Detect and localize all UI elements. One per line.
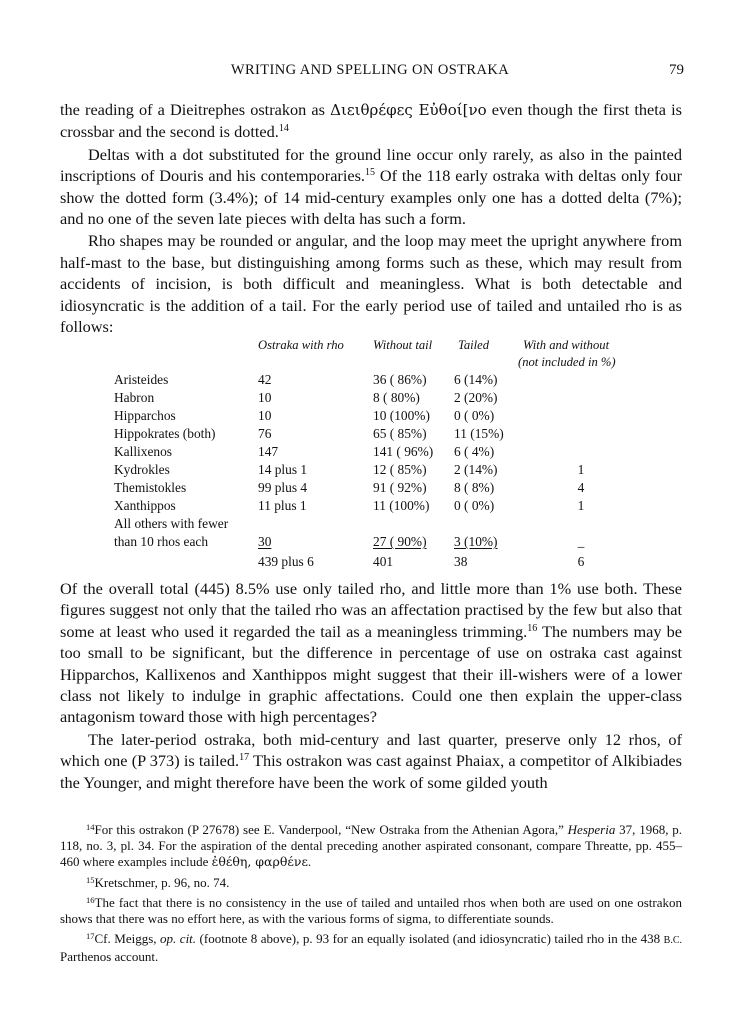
row-with-rho: 76 (258, 426, 272, 441)
row-name: Kydrokles (114, 462, 170, 477)
paragraph-rho-shapes: Rho shapes may be rounded or angular, and the loop may meet the upright anywhere from half-mast to the base, but distinguishing among forms such as these, which may result from accidents of incision, is both difficult and meaningless. What is both detectable and idiosyncratic is the addition of a tail. For the early period use of tailed and untailed rho is as follows: (60, 231, 682, 337)
row-with-rho: 10 (258, 390, 272, 405)
header-note: (not included in %) (518, 355, 616, 369)
table-row (60, 444, 682, 462)
greek-inscription: Διειθρέφες Εὐθοί[νο (330, 101, 487, 119)
footnote-14: $^{14}$For this ostrakon (P 27678) see E. Vanderpool, “New Ostraka from the Athenian Agora,” Hesperia 37, 1968, p. 118, no. 3, pl. 34. For the aspiration of the dental preceding another aspirated consonant, compare Threatte, pp. 455–460 where examples include ἐθέθη, φαρθένε. (60, 822, 683, 870)
row-without-tail: 36 ( 86%) (373, 372, 427, 387)
row-with-rho: 14 plus 1 (258, 462, 308, 477)
row-without-tail: 65 ( 85%) (373, 426, 427, 441)
row-name: Themistokles (114, 480, 187, 495)
table-row-others-values: than 10 rhos each 30 27 ( 90%) 3 (10%) _ (114, 534, 585, 549)
row-with-and-without: 1 (577, 462, 585, 477)
row-without-tail: 91 ( 92%) (373, 480, 427, 495)
table-row-others: All others with fewer (114, 516, 229, 531)
row-without-tail: 10 (100%) (373, 408, 430, 423)
row-tailed: 2 (14%) (454, 462, 498, 477)
row-with-rho: 42 (258, 372, 272, 387)
row-tailed: 11 (15%) (454, 426, 504, 441)
footnotes (60, 822, 682, 970)
row-name: Hipparchos (114, 408, 176, 423)
header-with-rho: Ostraka with rho (258, 338, 344, 352)
row-tailed: 6 (14%) (454, 372, 498, 387)
row-tailed: 6 ( 4%) (454, 444, 495, 459)
running-title: WRITING AND SPELLING ON OSTRAKA (230, 62, 510, 78)
rho-table (60, 334, 682, 574)
header-without-tail: Without tail (373, 338, 433, 352)
table-row (60, 480, 682, 498)
paragraph-overall-total: Of the overall total (445) 8.5% use only tailed rho, and little more than 1% use both. These figures suggest not only that the tailed rho was an affectation practised by the few but also that some at least who used it regarded the tail as a meaningless trimming.$^{16}$ The numbers may be too small to be significant, but the difference in percentage of use on ostraka cast against Hipparchos, Kallixenos and Xanthippos might suggest that their ill-wishers were of a lower class not likely to indulge in graphic affectations. Could one then explain the upper-class antagonism toward those with high percentages? (60, 579, 682, 727)
row-tailed: 8 ( 8%) (454, 480, 495, 495)
row-without-tail: 12 ( 85%) (373, 462, 427, 477)
footnote-17: $^{17}$Cf. Meiggs, op. cit. (footnote 8 above), p. 93 for an equally isolated (and idiosyncratic) tailed rho in the 438 B.C. Parthenos account. (60, 931, 683, 965)
header-with-and-without: With and without (523, 338, 610, 352)
row-tailed: 0 ( 0%) (454, 498, 495, 513)
footnote-ref-14: 14 (278, 123, 289, 135)
footnote-15: $^{15}$Kretschmer, p. 96, no. 74. (86, 874, 230, 890)
row-with-and-without: 4 (577, 480, 585, 495)
row-with-rho: 147 (258, 444, 279, 459)
paragraph-dieitrephes: the reading of a Dieitrephes ostrakon as Διειθρέφες Εὐθοί[νο even though the first theta is crossbar and the second is dotted.$^{14}$ (60, 100, 682, 142)
table-row (60, 462, 682, 480)
header-tailed: Tailed (458, 338, 490, 352)
table-row (60, 372, 682, 390)
body-text-lower (60, 578, 682, 793)
row-tailed: 0 ( 0%) (454, 408, 495, 423)
row-with-and-without: 1 (577, 498, 585, 513)
row-without-tail: 8 ( 80%) (373, 390, 420, 405)
row-name: Habron (114, 390, 155, 405)
table-row-totals: 439 plus 6 401 38 6 (258, 554, 585, 569)
paragraph-deltas: Deltas with a dot substituted for the ground line occur only rarely, as also in the painted inscriptions of Douris and his contemporaries.$^{15}$ Of the 118 early ostraka with deltas only four show the dotted form (3.4%); of 14 mid-century examples only one has a dotted delta (7%); and no one of the seven late pieces with delta has such a form. (60, 144, 682, 229)
body-text-upper (60, 99, 682, 337)
table-row (60, 498, 682, 516)
row-with-rho: 11 plus 1 (258, 498, 307, 513)
paragraph-later-period: The later-period ostraka, both mid-century and last quarter, preserve only 12 rhos, of which one (P 373) is tailed.$^{17}$ This ostrakon was cast against Phaiax, a competitor of Alkibiades the Younger, and might therefore have been the work of some gilded youth (60, 729, 682, 792)
running-header (60, 62, 684, 84)
table-row (60, 426, 682, 444)
row-with-rho: 99 plus 4 (258, 480, 308, 495)
footnote-16: $^{16}$The fact that there is no consistency in the use of tailed and untailed rhos when both are used on one ostrakon shows that there was no effort here, as with the various forms of sigma, to differentiate sounds. (60, 894, 682, 927)
row-without-tail: 11 (100%) (373, 498, 430, 513)
footnote-ref-16: 16 (527, 622, 538, 634)
row-tailed: 2 (20%) (454, 390, 498, 405)
table-row (60, 390, 682, 408)
footnote-ref-15: 15 (365, 167, 375, 179)
row-name: Hippokrates (both) (114, 426, 216, 441)
row-without-tail: 141 ( 96%) (373, 444, 434, 459)
page-number: 79 (669, 62, 684, 78)
footnote-ref-17: 17 (239, 752, 250, 764)
row-name: Kallixenos (114, 444, 173, 459)
row-name: Aristeides (114, 372, 169, 387)
table-row (60, 408, 682, 426)
row-name: Xanthippos (114, 498, 176, 513)
row-with-rho: 10 (258, 408, 272, 423)
